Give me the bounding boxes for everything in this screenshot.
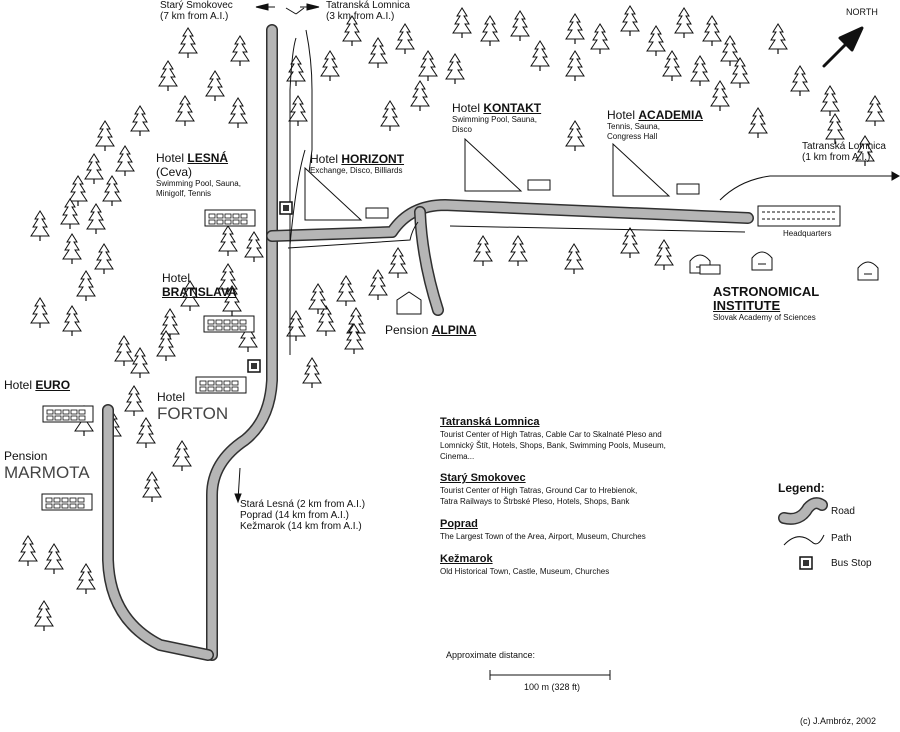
hotel-lesna-label: Hotel LESNÁ (Ceva) Swimming Pool, Sauna, Minigolf, Tennis: [156, 151, 241, 198]
tree-icon: [663, 51, 681, 81]
tree-icon: [206, 71, 224, 101]
tree-icon: [309, 284, 327, 314]
tree-icon: [179, 28, 197, 58]
tree-icon: [173, 441, 191, 471]
hotel-forton-label: Hotel FORTON: [157, 390, 229, 423]
tree-icon: [63, 234, 81, 264]
scale-caption: Approximate distance:: [446, 650, 536, 660]
legend-road-icon: [784, 503, 822, 519]
tree-icon: [61, 199, 79, 229]
north-label: NORTH: [846, 7, 878, 17]
tree-icon: [303, 358, 321, 388]
tree-icon: [769, 24, 787, 54]
tree-icon: [176, 96, 194, 126]
tree-icon: [63, 306, 81, 336]
tree-icon: [131, 106, 149, 136]
tree-icon: [287, 56, 305, 86]
tree-icon: [381, 101, 399, 131]
direction-tatranska-lomnica-east: Tatranská Lomnica (1 km from A.I.): [802, 141, 886, 163]
tree-icon: [731, 58, 749, 88]
tree-icon: [655, 240, 673, 270]
tree-icon: [231, 36, 249, 66]
tree-icon: [621, 228, 639, 258]
tree-icon: [509, 236, 527, 266]
hotel-academia-label: Hotel ACADEMIA Tennis, Sauna, Congress Hall: [607, 108, 704, 141]
legend-path-label: Path: [831, 533, 852, 544]
hotel-horizont-label: Hotel HORIZONT Exchange, Disco, Billiards: [310, 152, 405, 175]
tree-icon: [337, 276, 355, 306]
tree-icon: [35, 601, 53, 631]
tree-icon: [481, 16, 499, 46]
tree-icon: [159, 61, 177, 91]
headquarters-label: Headquarters: [783, 229, 832, 238]
tree-icon: [369, 270, 387, 300]
tree-icon: [143, 472, 161, 502]
direction-stary-smokovec: Starý Smokovec (7 km from A.I.): [160, 0, 233, 22]
pension-marmota-building: [42, 494, 92, 510]
tree-icon: [116, 146, 134, 176]
legend-road-label: Road: [831, 506, 855, 517]
tree-icon: [647, 26, 665, 56]
legend-path-icon: [784, 535, 824, 545]
hotel-euro-label: Hotel EURO: [4, 378, 71, 392]
tree-icon: [446, 54, 464, 84]
scale-bar: [490, 670, 610, 680]
tree-icon: [317, 306, 335, 336]
tree-icon: [675, 8, 693, 38]
tree-icon: [85, 154, 103, 184]
tree-icon: [103, 176, 121, 206]
tree-icon: [245, 232, 263, 262]
headquarters-building: [758, 206, 840, 226]
observatory-domes: [690, 252, 878, 280]
tree-icon: [131, 348, 149, 378]
pension-alpina-label: Pension ALPINA: [385, 323, 477, 337]
tree-icon: [621, 6, 639, 36]
tree-icon: [565, 244, 583, 274]
tree-icon: [77, 271, 95, 301]
hotel-academia-building: [613, 144, 699, 196]
hotel-euro-building: [43, 406, 93, 422]
hotel-lesna-building: [205, 210, 255, 226]
tree-icon: [566, 14, 584, 44]
tree-icon: [566, 121, 584, 151]
tree-icon: [396, 24, 414, 54]
tree-icon: [749, 108, 767, 138]
tree-icon: [511, 11, 529, 41]
hotel-bratislava-building: [204, 316, 254, 332]
info-kezmarok: Kežmarok Old Historical Town, Castle, Museum, Churches: [440, 553, 610, 576]
tree-icon: [419, 51, 437, 81]
tree-icon: [691, 56, 709, 86]
tree-icon: [115, 336, 133, 366]
tree-icon: [474, 236, 492, 266]
tree-icon: [87, 204, 105, 234]
bus-stop-icon: [280, 202, 292, 214]
pension-marmota-label: Pension MARMOTA: [4, 449, 90, 482]
tree-icon: [531, 41, 549, 71]
tree-icon: [125, 386, 143, 416]
scale-label: 100 m (328 ft): [524, 682, 581, 692]
tree-icon: [31, 298, 49, 328]
info-tatranska-lomnica: Tatranská Lomnica Tourist Center of High Tatras, Cable Car to Skalnaté Pleso and Lomnický Štít, Hotels, Shops, Bank, Swimming Pools, Museum, Cinema...: [440, 416, 666, 461]
tree-icon: [791, 66, 809, 96]
tree-icon: [703, 16, 721, 46]
north-arrow-icon: [824, 28, 862, 66]
hotel-kontakt-label: Hotel KONTAKT Swimming Pool, Sauna, Disco: [452, 101, 542, 134]
hotel-kontakt-building: [465, 139, 550, 191]
direction-tatranska-lomnica-north: Tatranská Lomnica (3 km from A.I.): [326, 0, 410, 22]
tree-icon: [219, 226, 237, 256]
info-poprad: Poprad The Largest Town of the Area, Airport, Museum, Churches: [440, 518, 646, 541]
tree-icon: [321, 51, 339, 81]
tree-icon: [826, 114, 844, 144]
direction-south: Stará Lesná (2 km from A.I.) Poprad (14 km from A.I.) Kežmarok (14 km from A.I.): [240, 499, 366, 532]
tree-icon: [389, 248, 407, 278]
tree-icon: [31, 211, 49, 241]
tree-icon: [411, 81, 429, 111]
tree-icon: [137, 418, 155, 448]
tree-icon: [369, 38, 387, 68]
legend-bus-stop-label: Bus Stop: [831, 558, 872, 569]
tree-icon: [821, 86, 839, 116]
bus-stop-icon: [248, 360, 260, 372]
tree-icon: [157, 331, 175, 361]
tree-icon: [19, 536, 37, 566]
tree-icon: [591, 24, 609, 54]
tree-icon: [721, 36, 739, 66]
tree-icon: [453, 8, 471, 38]
tree-icon: [96, 121, 114, 151]
tree-icon: [95, 244, 113, 274]
legend-bus-stop-icon: [800, 557, 812, 569]
tree-icon: [45, 544, 63, 574]
credit: (c) J.Ambróz, 2002: [800, 716, 877, 726]
tree-icon: [866, 96, 884, 126]
tree-icon: [566, 51, 584, 81]
tree-icon: [289, 96, 307, 126]
tree-icon: [229, 98, 247, 128]
hotel-bratislava-label: Hotel BRATISLAVA: [162, 271, 237, 299]
pension-alpina-building: [397, 292, 421, 314]
tree-icon: [711, 81, 729, 111]
info-stary-smokovec: Starý Smokovec Tourist Center of High Tatras, Ground Car to Hrebienok, Tatra Railways to Štrbské Pleso, Hotels, Shops, Bank: [440, 472, 638, 506]
legend-title: Legend:: [778, 481, 825, 495]
astronomical-institute-label: ASTRONOMICAL INSTITUTE Slovak Academy of Sciences: [713, 284, 820, 322]
tree-icon: [77, 564, 95, 594]
